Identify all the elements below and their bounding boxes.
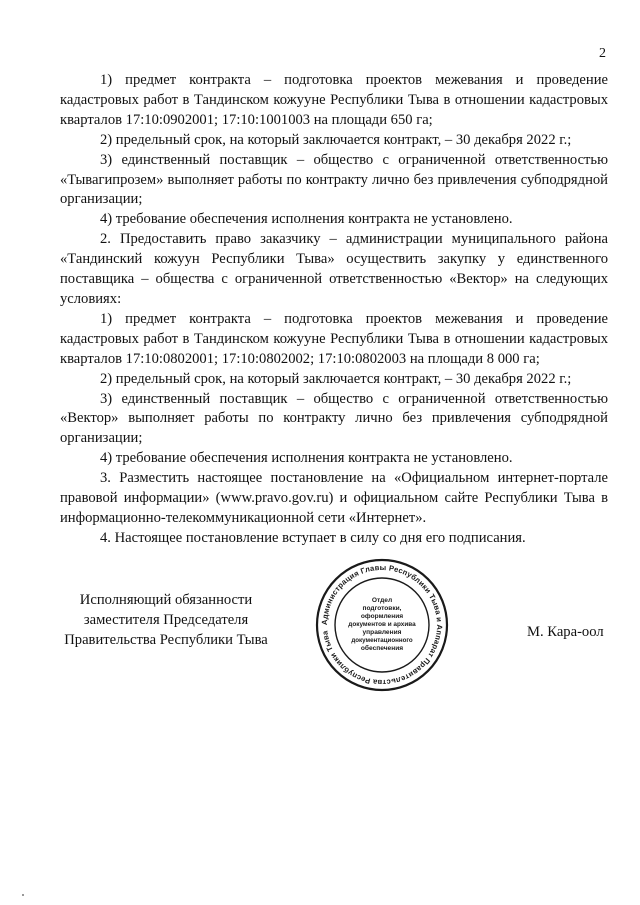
page-number: 2: [599, 46, 606, 61]
scan-edge-mark: [22, 894, 24, 896]
stamp-center-line: оформления: [360, 613, 404, 620]
paragraph: 2) предельный срок, на который заключается контракт, – 30 декабря 2022 г.;: [100, 370, 572, 387]
paragraph: 3. Разместить настоящее постановление на «Официальном интернет-портале правовой информации» (www.pravo.gov.ru) и официальном сайте Республики Тыва в информационно-телекоммуникационной сети «Интернет».: [60, 470, 608, 526]
stamp-center-line: подготовки,: [362, 605, 402, 612]
signatory-title: [58, 590, 274, 650]
stamp-center-line: документационного: [351, 637, 413, 644]
signatory-title-line: Правительства Республики Тыва: [64, 632, 268, 648]
official-stamp: [314, 557, 450, 693]
signatory-title-line: заместителя Председателя: [83, 612, 249, 628]
stamp-center-line: документов и архива: [348, 621, 416, 628]
paragraph: 2) предельный срок, на который заключается контракт, – 30 декабря 2022 г.;: [100, 131, 572, 148]
paragraph: 1) предмет контракта – подготовка проектов межевания и проведение кадастровых работ в Тандинском кожууне Республики Тыва в отношении кадастровых кварталов 17:10:0902001; 17:10:1001003 на площади 650 га;: [60, 72, 608, 128]
signatory-name: М. Кара-оол: [527, 624, 604, 640]
stamp-center-line: управления: [362, 629, 402, 636]
paragraph: 4. Настоящее постановление вступает в силу со дня его подписания.: [100, 529, 526, 546]
stamp-seal-graphic: [314, 557, 450, 693]
paragraph: 1) предмет контракта – подготовка проектов межевания и проведение кадастровых работ в Тандинском кожууне Республики Тыва в отношении кадастровых кварталов 17:10:0802001; 17:10:0802002; 17:10:0802003 на площади 8 000 га;: [60, 310, 608, 367]
stamp-center-line: Отдел: [371, 597, 393, 604]
paragraph: 3) единственный поставщик – общество с ограниченной ответственностью «Тывагипрозем» выполняет работы по контракту лично без привлечения субподрядной организации;: [60, 151, 608, 208]
paragraph: 4) требование обеспечения исполнения контракта не установлено.: [100, 450, 513, 467]
paragraph: 3) единственный поставщик – общество с ограниченной ответственностью «Вектор» выполняет работы по контракту лично без привлечения субподрядной организации;: [60, 390, 608, 447]
document-body: [60, 71, 608, 549]
signatory-title-line: Исполняющий обязанности: [79, 592, 253, 608]
paragraph: 2. Предоставить право заказчику – администрации муниципального района «Тандинский кожуун Республики Тыва» осуществить закупку у единственного поставщика – общества с ограниченной ответственностью «Вектор» на следующих условиях:: [60, 231, 608, 307]
stamp-center-line: обеспечения: [360, 645, 404, 652]
stamp-outer-text: Администрация Главы Республики Тыва и Аппарат Правительства Республики Тыва: [319, 562, 445, 688]
paragraph: 4) требование обеспечения исполнения контракта не установлено.: [100, 211, 513, 228]
